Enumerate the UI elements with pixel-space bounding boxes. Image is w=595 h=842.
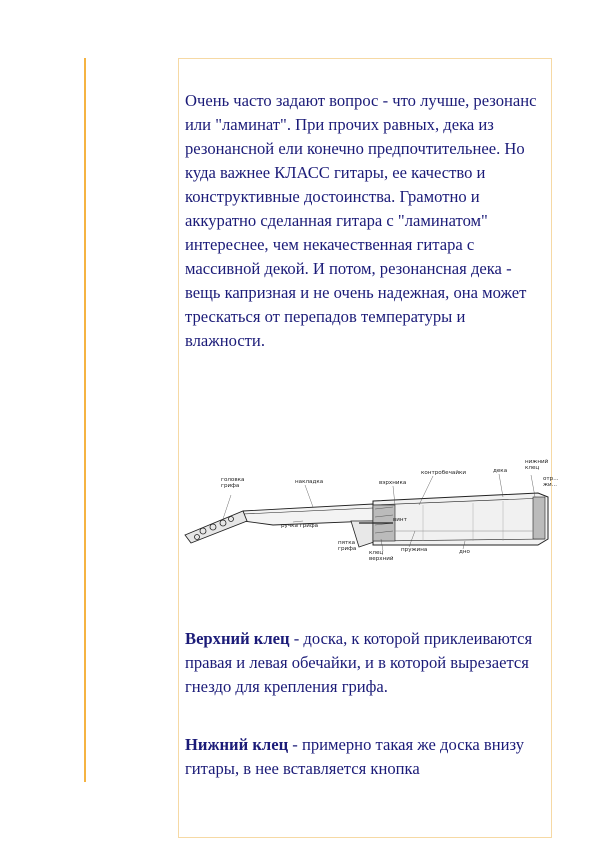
label-deck: дека xyxy=(493,468,508,474)
margin-rule xyxy=(84,58,86,782)
label-back: дно xyxy=(459,549,470,555)
lower-block-paragraph xyxy=(185,733,547,781)
label-spring-top: вэрхника xyxy=(379,480,407,486)
upper-block-term: Верхний клец xyxy=(185,629,290,648)
lower-block-definition: - примерно такая же доска внизу гитары, в нее вставляется кнопка xyxy=(185,735,524,778)
label-screw: винт xyxy=(393,517,407,523)
label-linings: контробечайки xyxy=(421,470,466,476)
label-spring: пружина xyxy=(401,547,428,553)
lower-block-term: Нижний клец xyxy=(185,735,289,754)
label-lower-block: нижний клец xyxy=(525,459,549,471)
upper-block-paragraph xyxy=(185,627,547,699)
label-head: головка грифа xyxy=(221,477,245,489)
label-fingerboard: накладка xyxy=(295,479,324,485)
upper-block-definition: - доска, к которой приклеиваются правая и левая обечайки, и в которой вырезается гнездо для крепления грифа. xyxy=(185,629,533,696)
guitar-cross-section-diagram xyxy=(183,459,559,569)
label-strap: отр... жи... xyxy=(543,476,559,488)
text-frame xyxy=(178,58,559,838)
label-neck: ручка грифа xyxy=(281,523,319,529)
label-upper-block: клец верхний xyxy=(369,550,394,562)
lower-block xyxy=(533,497,545,539)
label-heel: пятка грифа xyxy=(338,540,357,552)
intro-paragraph: Очень часто задают вопрос - что лучше, резонанс или "ламинат". При прочих равных, дека из резонансной ели конечно предпочтительнее. Но куда важнее КЛАСС гитары, ее качество и конструктивные достоинства. Грамотно и аккуратно сделанная гитара с "ламинатом" интереснее, чем некачественная гитара с массивной декой. И потом, резонансная дека - вещь капризная и не очень надежная, она может трескаться от перепадов температуры и влажности. xyxy=(185,91,537,350)
